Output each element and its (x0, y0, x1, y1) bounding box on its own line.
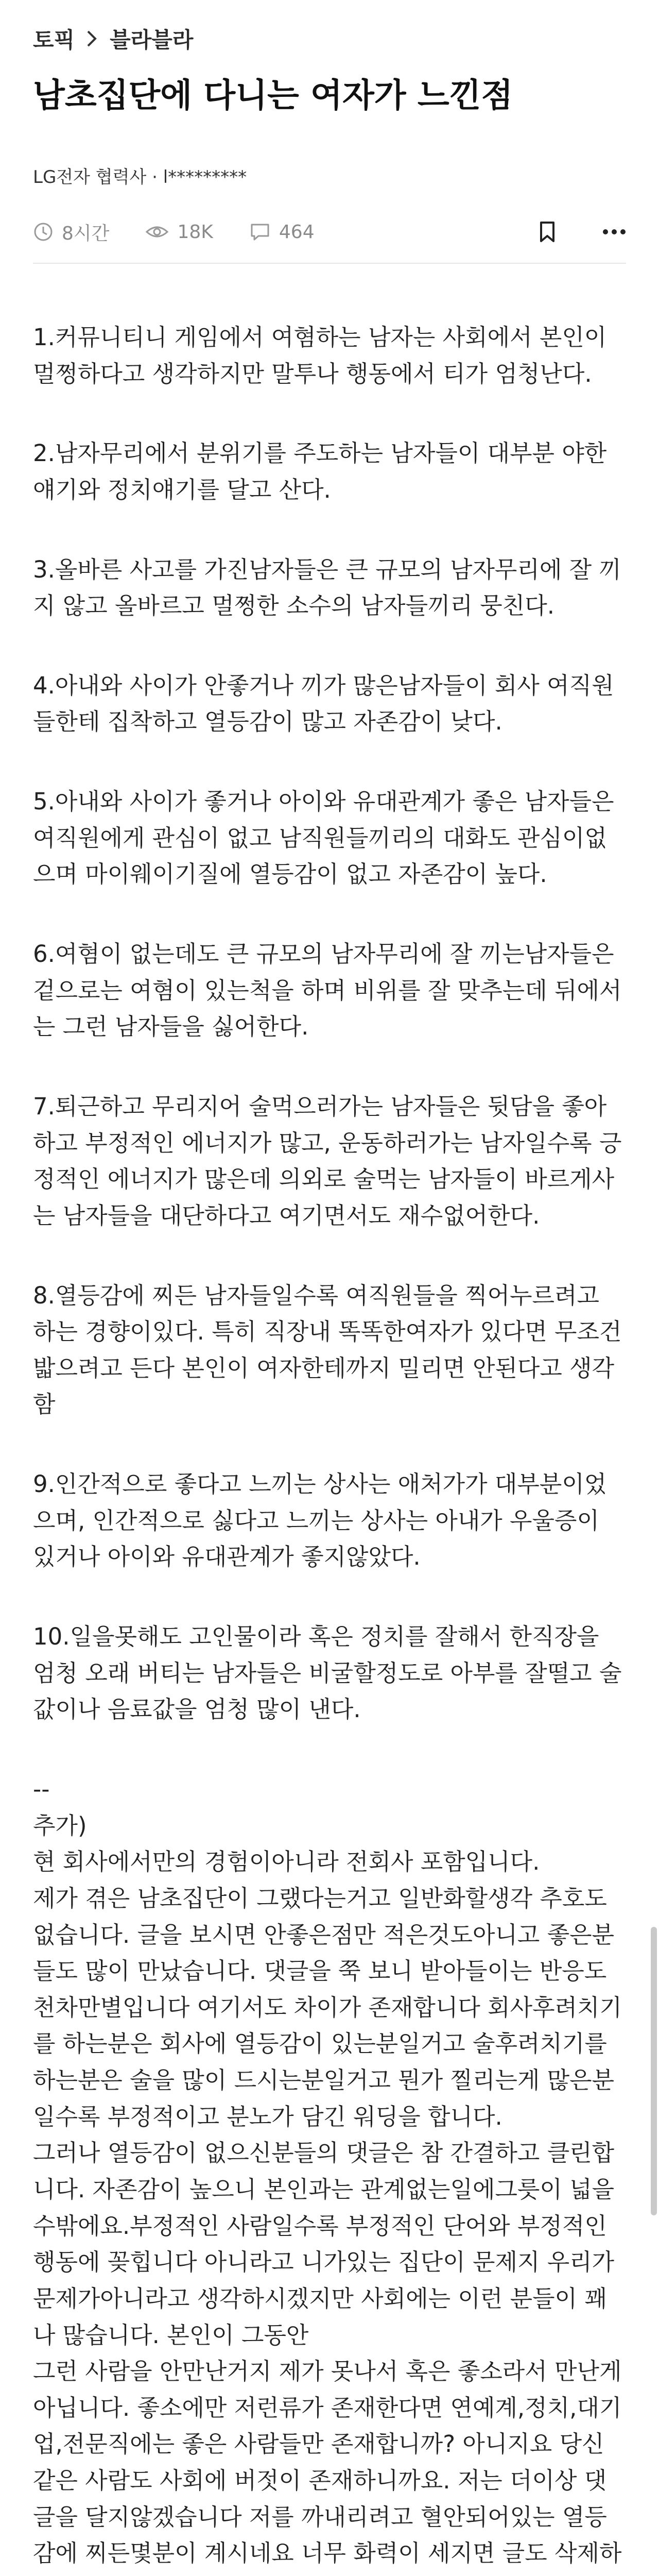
paragraph: 1.커뮤니티니 게임에서 여혐하는 남자는 사회에서 본인이 멀쩡하다고 생각하지만 말투나 행동에서 티가 엄청난다. (33, 324, 607, 387)
post-time-text: 8시간 (62, 223, 110, 244)
addendum-line: 그런 사람을 안만난거지 제가 못나서 혹은 좋소라서 만난게 아닙니다. 좋소에만 저런류가 존재한다면 연예계,정치,대기업,전문직에는 좋은 사람들만 존재합니까? 아니지요 당신같은 사람도 사회에 버젓이 존재하니까요. 저는 더이상 댓글을 달지않겠습니다 저를 까내리려고 혈안되어있는 열등감에 찌든몇분이 계시네요 너무 화력이 세지면 글도 삭제하 (33, 2358, 622, 2567)
paragraph: 5.아내와 사이가 좋거나 아이와 유대관계가 좋은 남자들은 여직원에게 관심이 없고 남직원들끼리의 대화도 관심이없으며 마이웨이기질에 열등감이 없고 자존감이 높다. (33, 788, 614, 888)
post-views (145, 222, 213, 243)
post-comments-text: 464 (279, 221, 315, 243)
addendum-line: 그러나 열등감이 없으신분들의 댓글은 참 간결하고 클린합니다. 자존감이 높으니 본인과는 관계없는일에그릇이 넓을수밖에요.부정적인 사람일수록 부정적인 단어와 부정적인 행동에 꽂힙니다 아니라고 니가있는 집단이 문제지 우리가 문제가아니라고 생각하시겠지만 사회에는 이런 분들이 꽤나 많습니다. 본인이 그동안 (33, 2139, 615, 2349)
divider (33, 263, 626, 264)
addendum-line: 현 회사에서만의 경험이아니라 전회사 포함입니다. (33, 1848, 540, 1876)
breadcrumb-topic[interactable]: 토픽 (33, 27, 75, 53)
paragraph: 9.인간적으로 좋다고 느끼는 상사는 애처가가 대부분이었으며, 인간적으로 싫다고 느끼는 상사는 아내가 우울증이 있거나 아이와 유대관계가 좋지않았다. (33, 1470, 607, 1571)
comment-icon (249, 222, 271, 242)
paragraph: 7.퇴근하고 무리지어 술먹으러가는 남자들은 뒷담을 좋아하고 부정적인 에너지가 많고, 운동하러가는 남자일수록 긍정적인 에너지가 많은데 의외로 술먹는 남자들이 바르게사는 남자들을 대단하다고 여기면서도 재수없어한다. (33, 1092, 622, 1229)
post-author[interactable]: LG전자 협력사 · l********* (33, 167, 247, 188)
bookmark-icon[interactable] (539, 221, 556, 243)
chevron-right-icon (85, 28, 99, 49)
paragraph: 3.올바른 사고를 가진남자들은 큰 규모의 남자무리에 잘 끼지 않고 올바르고 멀쩡한 소수의 남자들끼리 뭉친다. (33, 555, 621, 620)
paragraph: 6.여혐이 없는데도 큰 규모의 남자무리에 잘 끼는남자들은 겉으로는 여혐이 있는척을 하며 비위를 잘 맞추는데 뒤에서는 그런 남자들을 싫어한다. (33, 940, 622, 1041)
breadcrumb-board[interactable]: 블라블라 (110, 27, 194, 53)
post-comments[interactable] (249, 222, 315, 243)
breadcrumb (33, 15, 193, 62)
clock-icon (33, 222, 54, 242)
paragraph: 8.열등감에 찌든 남자들일수록 여직원들을 찍어누르려고 하는 경향이있다. 특히 직장내 똑똑한여자가 있다면 무조건 밟으려고 든다 본인이 여자한테까지 밀리면 안된다고 생각함 (33, 1281, 622, 1418)
addendum-line: 제가 겪은 남초집단이 그랬다는거고 일반화할생각 추호도 없습니다. 글을 보시면 안좋은점만 적은것도아니고 좋은분들도 많이 만났습니다. 댓글을 쭉 보니 받아들이는 반응도 천차만별입니다 여기서도 차이가 존재합니다 회사후려치기를 하는분은 회사에 열등감이 있는분일거고 술후려치기를 하는분은 술을 많이 드시는분일거고 뭔가 찔리는게 많은분일수록 부정적이고 분노가 담긴 워딩을 합니다. (33, 1884, 622, 2130)
paragraph: 2.남자무리에서 분위기를 주도하는 남자들이 대부분 야한얘기와 정치얘기를 달고 산다. (33, 439, 607, 503)
more-icon[interactable] (602, 229, 626, 235)
addendum (33, 1771, 626, 2576)
post-views-text: 18K (177, 221, 213, 243)
paragraph: 10.일을못해도 고인물이라 혹은 정치를 잘해서 한직장을 엄청 오래 버티는 남자들은 비굴할정도로 아부를 잘떨고 술값이나 음료값을 엄청 많이 낸다. (33, 1623, 622, 1723)
paragraph: 4.아내와 사이가 안좋거나 끼가 많은남자들이 회사 여직원들한테 집착하고 열등감이 많고 자존감이 낮다. (33, 671, 614, 736)
post-title: 남초집단에 다니는 여자가 느낀점 (33, 77, 513, 115)
addendum-line: -- (33, 1775, 50, 1803)
scrollbar[interactable] (651, 1927, 657, 2215)
post-meta (33, 211, 626, 252)
eye-icon (145, 222, 169, 242)
post-time (33, 219, 109, 245)
addendum-line: 추가) (33, 1811, 87, 1839)
post-body (33, 319, 626, 2576)
